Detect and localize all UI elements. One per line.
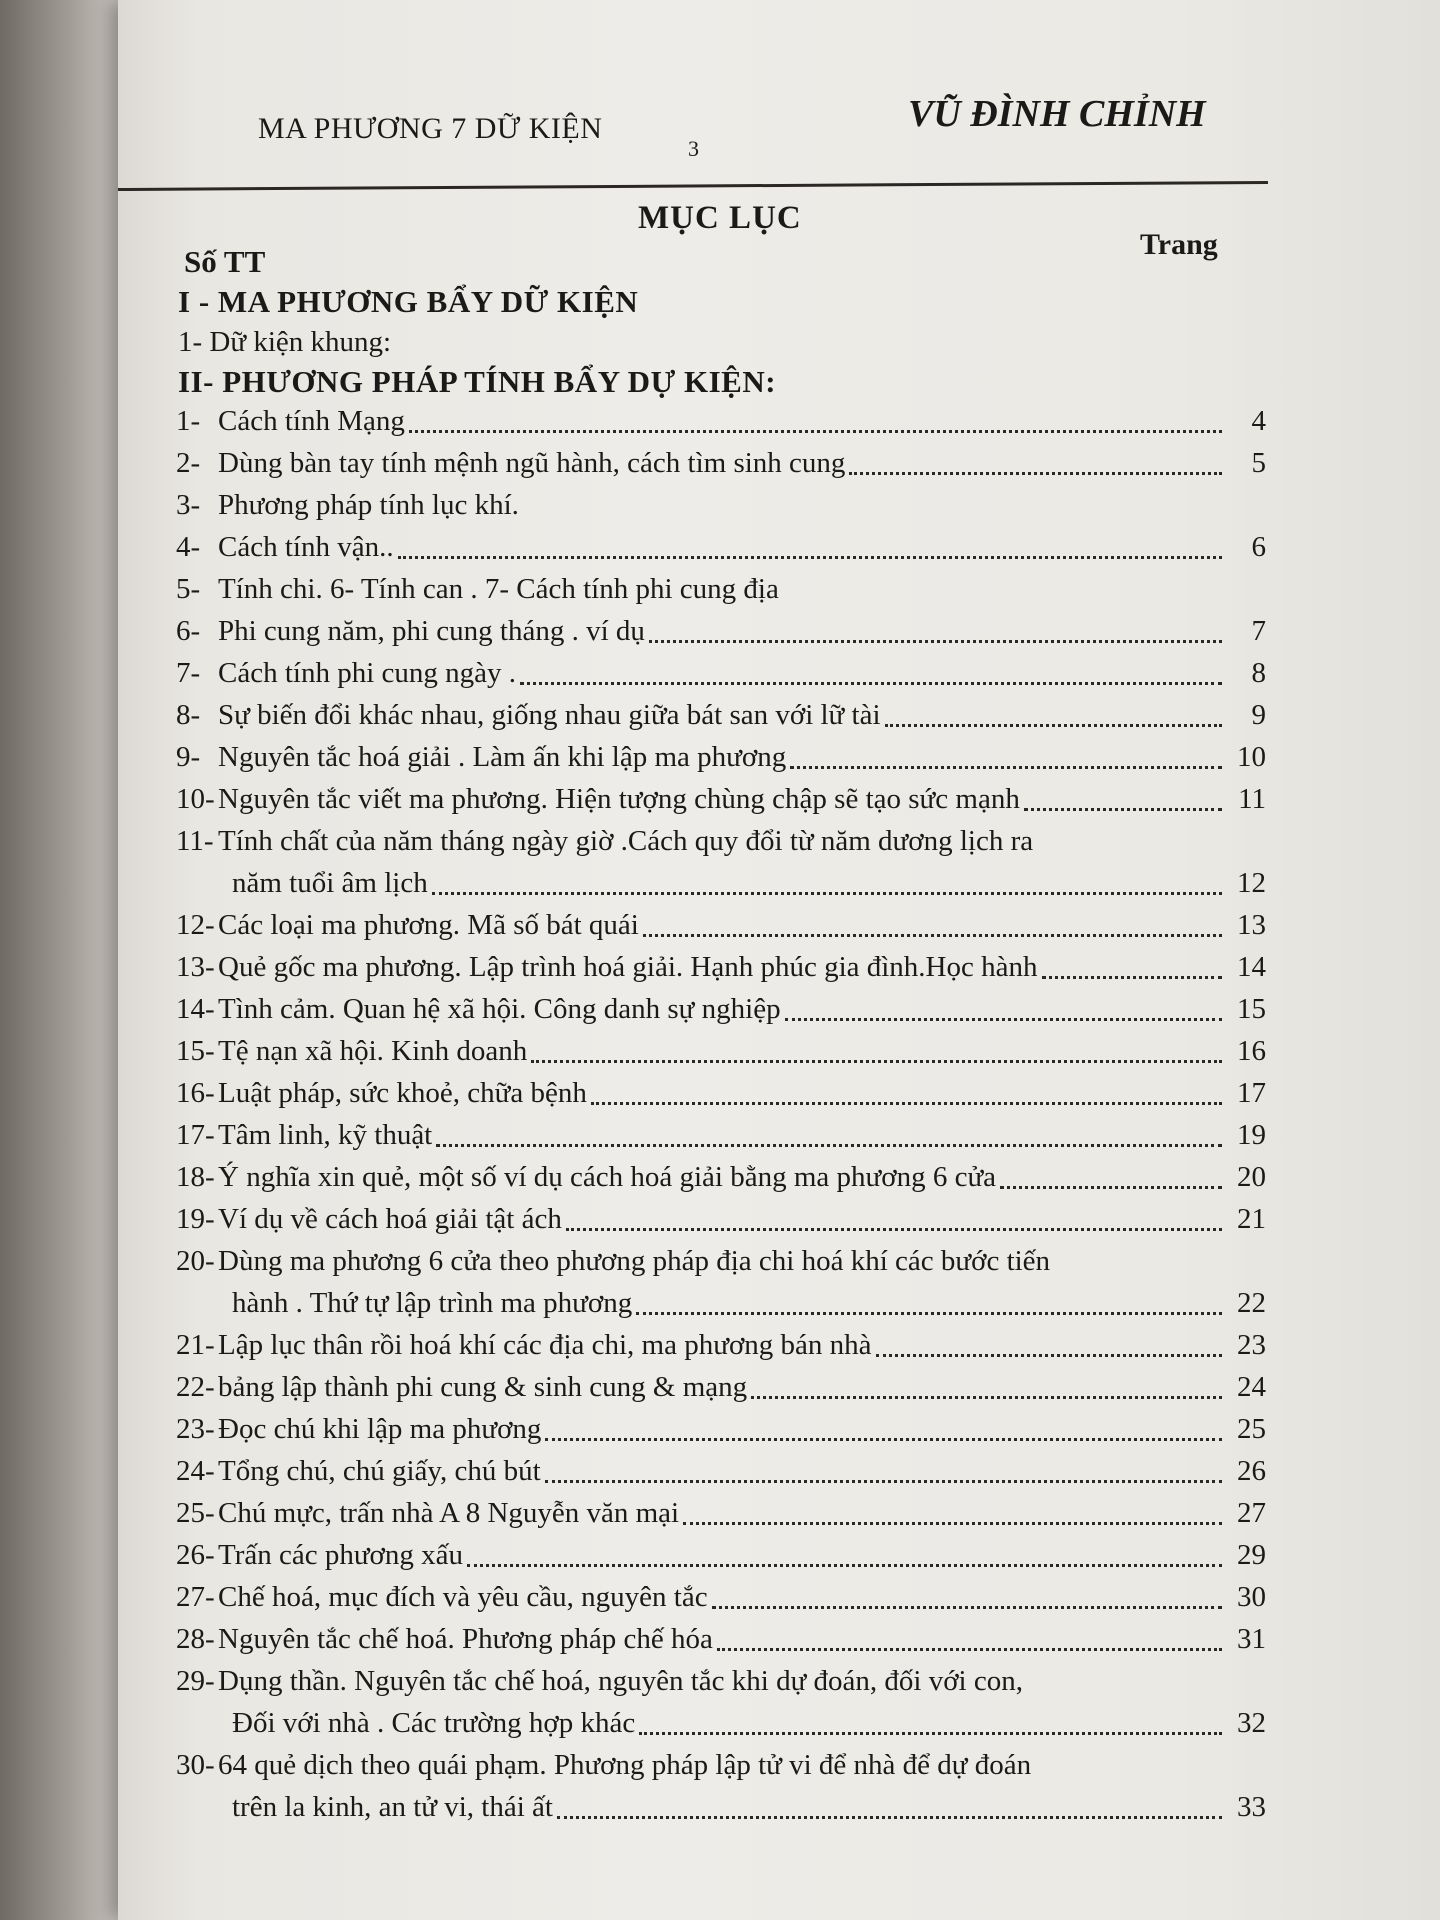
toc-entry-number: 24-	[176, 1455, 215, 1487]
toc-entry-number: 20-	[176, 1245, 215, 1277]
toc-entry-text: Dụng thần. Nguyên tắc chế hoá, nguyên tắc khi dự đoán, đối với con,	[218, 1665, 1023, 1697]
toc-entry-number: 10-	[176, 783, 215, 815]
toc-entry-number: 3-	[176, 489, 201, 521]
toc-entry-number: 30-	[176, 1749, 215, 1781]
toc-entry-page: 25	[1237, 1413, 1266, 1445]
toc-entry	[176, 988, 1266, 1030]
section-1-item: 1- Dữ kiện khung:	[178, 326, 392, 358]
toc-entry-text: Tổng chú, chú giấy, chú bút	[218, 1455, 541, 1487]
toc-entry-page: 22	[1237, 1287, 1266, 1319]
toc-entry	[176, 1324, 1266, 1366]
toc-entry-text: Cách tính Mạng	[218, 405, 405, 437]
toc-entry-number: 19-	[176, 1203, 215, 1235]
header-page-number: 3	[688, 136, 699, 161]
toc-entry	[176, 1786, 1266, 1828]
toc-entry	[176, 1660, 1266, 1702]
toc-entry-page: 4	[1251, 405, 1266, 437]
toc-entry-page: 30	[1237, 1581, 1266, 1613]
toc-entry-text: hành . Thứ tự lập trình ma phương	[232, 1287, 633, 1319]
book-page	[118, 0, 1440, 1920]
toc-entry-page: 12	[1237, 867, 1266, 899]
toc-entry-page: 9	[1251, 699, 1266, 731]
toc-entry-page: 11	[1238, 783, 1266, 815]
toc-leader-dots	[643, 933, 1222, 937]
toc-entry	[176, 1576, 1266, 1618]
toc-leader-dots	[790, 765, 1222, 769]
toc-entry-text: Tính chi. 6- Tính can . 7- Cách tính phi cung địa	[218, 573, 779, 605]
toc-leader-dots	[636, 1311, 1222, 1315]
toc-leader-dots	[591, 1101, 1222, 1105]
toc-entry-number: 1-	[176, 405, 201, 437]
toc-entry-text: Nguyên tắc hoá giải . Làm ấn khi lập ma phương	[218, 741, 787, 773]
toc-entry-number: 25-	[176, 1497, 215, 1529]
toc-entry-text: Ý nghĩa xin quẻ, một số ví dụ cách hoá giải bằng ma phương 6 cửa	[218, 1161, 997, 1193]
toc-entry-page: 5	[1251, 447, 1266, 479]
toc-entry-page: 26	[1237, 1455, 1266, 1487]
toc-entry-text: Ví dụ về cách hoá giải tật ách	[218, 1203, 562, 1235]
toc-entry-number: 17-	[176, 1119, 215, 1151]
toc-leader-dots	[1000, 1185, 1222, 1189]
toc-entries	[176, 400, 1266, 1828]
toc-entry-page: 31	[1237, 1623, 1266, 1655]
toc-entry-page: 27	[1237, 1497, 1266, 1529]
toc-entry-text: bảng lập thành phi cung & sinh cung & mạng	[218, 1371, 748, 1403]
toc-entry-page: 24	[1237, 1371, 1266, 1403]
toc-leader-dots	[639, 1731, 1222, 1735]
section-heading-1: I - MA PHƯƠNG BẨY DỮ KIỆN	[178, 284, 639, 319]
toc-entry	[176, 568, 1266, 610]
toc-entry-text: Các loại ma phương. Mã số bát quái	[218, 909, 639, 941]
toc-entry-page: 14	[1237, 951, 1266, 983]
toc-leader-dots	[849, 471, 1222, 475]
toc-entry-page: 17	[1237, 1077, 1266, 1109]
toc-entry-page: 8	[1251, 657, 1266, 689]
toc-entry-text: Phương pháp tính lục khí.	[218, 489, 519, 521]
toc-entry-page: 16	[1237, 1035, 1266, 1067]
toc-leader-dots	[712, 1605, 1222, 1609]
toc-entry-page: 20	[1237, 1161, 1266, 1193]
toc-leader-dots	[545, 1437, 1222, 1441]
toc-entry-number: 29-	[176, 1665, 215, 1697]
toc-entry-page: 15	[1237, 993, 1266, 1025]
toc-entry-number: 27-	[176, 1581, 215, 1613]
toc-entry-text: Tâm linh, kỹ thuật	[218, 1119, 433, 1151]
toc-entry-page: 6	[1251, 531, 1266, 563]
toc-entry	[176, 904, 1266, 946]
toc-leader-dots	[545, 1479, 1222, 1483]
toc-entry-page: 32	[1237, 1707, 1266, 1739]
toc-entry-text: Đối với nhà . Các trường hợp khác	[232, 1707, 636, 1739]
toc-entry-page: 23	[1237, 1329, 1266, 1361]
toc-entry-number: 15-	[176, 1035, 215, 1067]
toc-entry	[176, 820, 1266, 862]
toc-entry-text: Nguyên tắc chế hoá. Phương pháp chế hóa	[218, 1623, 713, 1655]
toc-entry-number: 8-	[176, 699, 201, 731]
toc-entry-number: 28-	[176, 1623, 215, 1655]
toc-entry-text: Phi cung năm, phi cung tháng . ví dụ	[218, 615, 645, 647]
toc-entry-number: 11-	[176, 825, 214, 857]
toc-entry-page: 21	[1237, 1203, 1266, 1235]
toc-entry-number: 4-	[176, 531, 201, 563]
toc-entry-text: năm tuổi âm lịch	[232, 867, 428, 899]
toc-leader-dots	[467, 1563, 1222, 1567]
toc-entry	[176, 1282, 1266, 1324]
toc-leader-dots	[683, 1521, 1222, 1525]
toc-entry-page: 7	[1251, 615, 1266, 647]
toc-entry-number: 5-	[176, 573, 201, 605]
header-author: VŨ ĐÌNH CHỈNH	[908, 93, 1206, 135]
book-spine-edge	[0, 0, 118, 1920]
toc-entry-number: 6-	[176, 615, 201, 647]
toc-entry	[176, 1366, 1266, 1408]
toc-entry	[176, 1030, 1266, 1072]
toc-entry-text: Tệ nạn xã hội. Kinh doanh	[218, 1035, 528, 1067]
toc-entry-number: 12-	[176, 909, 215, 941]
toc-entry	[176, 1744, 1266, 1786]
column-header-number: Số TT	[184, 244, 266, 279]
toc-entry	[176, 1072, 1266, 1114]
toc-entry	[176, 442, 1266, 484]
toc-entry-text: Lập lục thân rồi hoá khí các địa chi, ma phương bán nhà	[218, 1329, 872, 1361]
toc-entry-text: Tình cảm. Quan hệ xã hội. Công danh sự nghiệp	[218, 993, 781, 1025]
toc-entry	[176, 1450, 1266, 1492]
toc-entry	[176, 736, 1266, 778]
toc-entry	[176, 652, 1266, 694]
toc-leader-dots	[1042, 975, 1223, 979]
toc-leader-dots	[785, 1017, 1222, 1021]
toc-entry	[176, 1408, 1266, 1450]
toc-leader-dots	[409, 429, 1222, 433]
toc-entry	[176, 1534, 1266, 1576]
toc-entry-text: Đọc chú khi lập ma phương	[218, 1413, 542, 1445]
toc-entry	[176, 610, 1266, 652]
toc-entry-page: 19	[1237, 1119, 1266, 1151]
toc-entry	[176, 1198, 1266, 1240]
toc-entry-number: 14-	[176, 993, 215, 1025]
toc-leader-dots	[432, 891, 1222, 895]
toc-leader-dots	[531, 1059, 1222, 1063]
toc-entry-page: 13	[1237, 909, 1266, 941]
toc-leader-dots	[885, 723, 1222, 727]
toc-leader-dots	[557, 1815, 1222, 1819]
header-rule	[118, 181, 1268, 191]
toc-entry-text: Dùng ma phương 6 cửa theo phương pháp địa chi hoá khí các bước tiến	[218, 1245, 1051, 1277]
toc-entry-page: 10	[1237, 741, 1266, 773]
header-book-title: MA PHƯƠNG 7 DỮ KIỆN	[258, 112, 603, 145]
toc-entry-number: 18-	[176, 1161, 215, 1193]
toc-entry	[176, 1618, 1266, 1660]
toc-entry-number: 22-	[176, 1371, 215, 1403]
toc-entry-text: Chế hoá, mục đích và yêu cầu, nguyên tắc	[218, 1581, 708, 1613]
toc-entry-text: Cách tính vận..	[218, 531, 394, 563]
toc-entry-number: 21-	[176, 1329, 215, 1361]
toc-entry-text: Sự biến đổi khác nhau, giống nhau giữa bát san với lữ tài	[218, 699, 881, 731]
toc-entry-number: 7-	[176, 657, 201, 689]
toc-entry-text: Cách tính phi cung ngày .	[218, 657, 517, 689]
toc-entry	[176, 484, 1266, 526]
toc-leader-dots	[1024, 807, 1222, 811]
toc-entry-number: 16-	[176, 1077, 215, 1109]
toc-entry	[176, 1702, 1266, 1744]
toc-entry-text: 64 quẻ dịch theo quái phạm. Phương pháp lập tử vi để nhà để dự đoán	[218, 1749, 1032, 1781]
toc-leader-dots	[876, 1353, 1222, 1357]
toc-entry-text: Tính chất của năm tháng ngày giờ .Cách quy đổi từ năm dương lịch ra	[218, 825, 1034, 857]
toc-entry-text: Dùng bàn tay tính mệnh ngũ hành, cách tìm sinh cung	[218, 447, 846, 479]
toc-entry	[176, 400, 1266, 442]
toc-leader-dots	[649, 639, 1222, 643]
toc-leader-dots	[398, 555, 1222, 559]
toc-entry-text: Chú mực, trấn nhà A 8 Nguyễn văn mại	[218, 1497, 680, 1529]
toc-leader-dots	[717, 1647, 1222, 1651]
toc-entry	[176, 526, 1266, 568]
toc-entry-page: 33	[1237, 1791, 1266, 1823]
toc-leader-dots	[520, 681, 1222, 685]
toc-entry-number: 9-	[176, 741, 201, 773]
toc-entry-text: Luật pháp, sức khoẻ, chữa bệnh	[218, 1077, 587, 1109]
toc-entry	[176, 1156, 1266, 1198]
toc-leader-dots	[436, 1143, 1222, 1147]
toc-leader-dots	[566, 1227, 1222, 1231]
toc-entry	[176, 862, 1266, 904]
toc-entry-text: Quẻ gốc ma phương. Lập trình hoá giải. Hạnh phúc gia đình.Học hành	[218, 951, 1038, 983]
toc-entry-number: 13-	[176, 951, 215, 983]
toc-entry-number: 26-	[176, 1539, 215, 1571]
toc-entry	[176, 1114, 1266, 1156]
toc-entry-text: trên la kinh, an tử vi, thái ất	[232, 1791, 553, 1823]
toc-entry	[176, 1492, 1266, 1534]
toc-entry-page: 29	[1237, 1539, 1266, 1571]
toc-entry	[176, 694, 1266, 736]
page-header	[118, 0, 1440, 200]
toc-entry-text: Trấn các phương xấu	[218, 1539, 464, 1571]
toc-entry	[176, 1240, 1266, 1282]
column-header-page: Trang	[1140, 228, 1218, 261]
toc-leader-dots	[751, 1395, 1222, 1399]
toc-title: MỤC LỤC	[638, 200, 802, 236]
toc-entry	[176, 946, 1266, 988]
toc-entry-number: 23-	[176, 1413, 215, 1445]
toc-entry	[176, 778, 1266, 820]
toc-entry-text: Nguyên tắc viết ma phương. Hiện tượng chùng chập sẽ tạo sức mạnh	[218, 783, 1020, 815]
toc-entry-number: 2-	[176, 447, 201, 479]
section-heading-2: II- PHƯƠNG PHÁP TÍNH BẨY DỰ KIỆN:	[178, 364, 777, 399]
